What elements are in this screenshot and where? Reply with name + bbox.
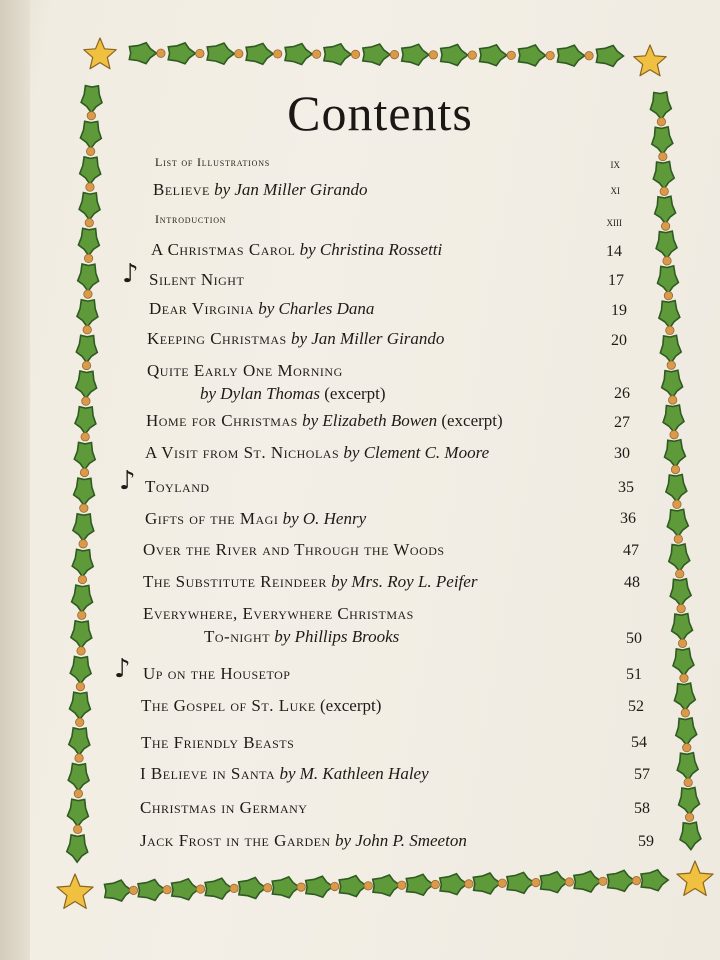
- entry-title: Quite Early One Morning: [147, 361, 343, 380]
- bead-icon: [429, 51, 437, 59]
- entry-author: Jan Miller Girando: [234, 180, 368, 199]
- bead-icon: [196, 885, 204, 893]
- holly-leaf-icon: [172, 879, 199, 900]
- entry-title: To-night: [204, 627, 271, 646]
- toc-entry: [145, 443, 489, 463]
- entry-by: by: [200, 384, 217, 403]
- entry-title: Everywhere, Everywhere Christmas: [143, 604, 414, 623]
- bead-icon: [82, 361, 90, 369]
- bead-icon: [76, 718, 84, 726]
- entry-page-number: 26: [614, 385, 630, 402]
- entry-author: O. Henry: [302, 509, 367, 528]
- entry-title: Introduction: [155, 212, 227, 226]
- holly-leaf-icon: [480, 45, 507, 66]
- holly-leaf-icon: [666, 475, 687, 502]
- holly-leaf-icon: [676, 718, 697, 745]
- bead-icon: [86, 183, 94, 191]
- holly-leaf-icon: [72, 585, 93, 612]
- entry-author: Mrs. Roy L. Peifer: [351, 572, 478, 591]
- holly-leaf-icon: [665, 440, 686, 467]
- bead-icon: [163, 886, 171, 894]
- bead-icon: [390, 50, 398, 58]
- bead-icon: [431, 880, 439, 888]
- entry-page-number: 52: [628, 698, 644, 715]
- holly-leaf-icon: [663, 405, 684, 432]
- entry-title: Believe: [153, 180, 210, 199]
- holly-leaf-icon: [285, 44, 312, 65]
- holly-leaf-icon: [70, 657, 91, 684]
- bead-icon: [680, 674, 688, 682]
- bead-icon: [663, 257, 671, 265]
- holly-leaf-icon: [672, 614, 693, 641]
- entry-author: Jan Miller Girando: [311, 329, 445, 348]
- holly-leaf-icon: [557, 45, 584, 66]
- star-icon: [57, 874, 93, 908]
- toc-entry: [143, 664, 290, 684]
- holly-leaf-icon: [662, 370, 683, 397]
- bead-icon: [81, 433, 89, 441]
- holly-leaf-icon: [660, 335, 681, 362]
- holly-leaf-icon: [67, 835, 88, 862]
- holly-leaf-icon: [68, 764, 89, 791]
- entry-by: by: [299, 240, 316, 259]
- entry-page-number: 27: [614, 414, 630, 431]
- bead-icon: [73, 825, 81, 833]
- entry-by: by: [334, 831, 351, 850]
- bead-icon: [678, 639, 686, 647]
- toc-entry: [140, 798, 307, 818]
- holly-leaf-icon: [540, 872, 567, 893]
- holly-leaf-icon: [658, 266, 679, 293]
- bead-icon: [666, 326, 674, 334]
- holly-leaf-icon: [138, 880, 165, 901]
- holly-leaf-icon: [650, 92, 671, 119]
- holly-leaf-icon: [80, 121, 101, 148]
- bead-icon: [532, 878, 540, 886]
- holly-leaf-icon: [641, 870, 668, 891]
- entry-by: by: [258, 299, 275, 318]
- holly-leaf-icon: [71, 621, 92, 648]
- bead-icon: [297, 883, 305, 891]
- bead-icon: [364, 882, 372, 890]
- holly-leaf-icon: [69, 728, 90, 755]
- holly-leaf-icon: [79, 193, 100, 220]
- holly-leaf-icon: [596, 46, 623, 67]
- entry-page-number: xi: [610, 182, 620, 197]
- bead-icon: [507, 51, 515, 59]
- holly-leaf-icon: [363, 44, 390, 65]
- holly-leaf-icon: [670, 579, 691, 606]
- entry-page-number: 14: [606, 243, 622, 260]
- entry-by: by: [331, 572, 348, 591]
- holly-leaf-icon: [339, 876, 366, 897]
- entry-title: List of Illustrations: [155, 155, 271, 169]
- holly-leaf-icon: [78, 264, 99, 291]
- star-icon: [84, 38, 116, 69]
- holly-leaf-icon: [373, 875, 400, 896]
- toc-entry: [141, 696, 381, 716]
- entry-title: Home for Christmas: [146, 411, 298, 430]
- toc-entry: [200, 384, 386, 404]
- bead-icon: [129, 886, 137, 894]
- holly-leaf-icon: [81, 86, 102, 113]
- holly-leaf-icon: [669, 544, 690, 571]
- bead-icon: [599, 877, 607, 885]
- bead-icon: [468, 51, 476, 59]
- bead-icon: [263, 884, 271, 892]
- holly-leaf-icon: [272, 877, 299, 898]
- holly-leaf-icon: [406, 874, 433, 895]
- bead-icon: [331, 882, 339, 890]
- bead-icon: [76, 682, 84, 690]
- bead-icon: [659, 152, 667, 160]
- toc-entry: [155, 155, 270, 170]
- entry-title: The Substitute Reindeer: [143, 572, 327, 591]
- entry-page-number: ix: [610, 156, 620, 171]
- holly-leaf-icon: [652, 127, 673, 154]
- entry-page-number: 57: [634, 766, 650, 783]
- holly-leaf-icon: [80, 157, 101, 184]
- entry-author: Dylan Thomas: [220, 384, 320, 403]
- entry-title: A Visit from St. Nicholas: [145, 443, 340, 462]
- holly-leaf-icon: [239, 878, 266, 899]
- entry-by: by: [214, 180, 231, 199]
- bead-icon: [657, 118, 665, 126]
- holly-leaf-icon: [306, 876, 333, 897]
- bead-icon: [498, 879, 506, 887]
- entry-title: The Gospel of St. Luke: [141, 696, 316, 715]
- bead-icon: [157, 49, 165, 57]
- entry-title: Gifts of the Magi: [145, 509, 279, 528]
- holly-leaf-icon: [76, 335, 97, 362]
- entry-title: The Friendly Beasts: [141, 733, 295, 752]
- toc-entry: [153, 180, 368, 200]
- bead-icon: [685, 813, 693, 821]
- holly-leaf-icon: [653, 162, 674, 189]
- bead-icon: [74, 789, 82, 797]
- bead-icon: [398, 881, 406, 889]
- page-title: Contents: [287, 85, 473, 141]
- toc-entry: [145, 509, 366, 529]
- entry-by: by: [302, 411, 319, 430]
- holly-leaf-icon: [473, 873, 500, 894]
- entry-page-number: 51: [626, 666, 642, 683]
- bead-icon: [670, 431, 678, 439]
- bead-icon: [671, 465, 679, 473]
- bead-icon: [681, 709, 689, 717]
- holly-leaf-icon: [75, 407, 96, 434]
- entry-page-number: 50: [626, 630, 642, 647]
- holly-leaf-icon: [70, 692, 91, 719]
- entry-page-number: 36: [620, 510, 636, 527]
- entry-page-number: 59: [638, 833, 654, 850]
- entry-page-number: 30: [614, 445, 630, 462]
- holly-leaf-icon: [324, 44, 351, 65]
- bead-icon: [565, 878, 573, 886]
- holly-leaf-icon: [673, 648, 694, 675]
- bead-icon: [673, 500, 681, 508]
- holly-leaf-icon: [440, 874, 467, 895]
- entry-title: Jack Frost in the Garden: [140, 831, 331, 850]
- bead-icon: [86, 147, 94, 155]
- bead-icon: [235, 49, 243, 57]
- holly-leaf-icon: [246, 43, 273, 64]
- bead-icon: [230, 884, 238, 892]
- toc-entry: [145, 477, 210, 497]
- bead-icon: [683, 743, 691, 751]
- entry-author: Christina Rossetti: [319, 240, 443, 259]
- toc-entry: [143, 540, 445, 560]
- holly-leaf-icon: [207, 43, 234, 64]
- entry-page-number: xiii: [606, 214, 622, 229]
- entry-suffix: (excerpt): [324, 384, 386, 403]
- bead-icon: [78, 575, 86, 583]
- entry-by: by: [343, 443, 360, 462]
- bead-icon: [661, 222, 669, 230]
- holly-leaf-icon: [73, 514, 94, 541]
- holly-leaf-icon: [77, 300, 98, 327]
- bead-icon: [87, 111, 95, 119]
- music-note-icon: ♪: [122, 259, 139, 289]
- entry-title: I Believe in Santa: [140, 764, 276, 783]
- holly-leaf-icon: [677, 753, 698, 780]
- entry-title: Keeping Christmas: [147, 329, 287, 348]
- holly-leaf-icon: [659, 301, 680, 328]
- bead-icon: [465, 880, 473, 888]
- entry-author: Clement C. Moore: [363, 443, 490, 462]
- holly-leaf-icon: [656, 231, 677, 258]
- holly-leaf-icon: [574, 871, 601, 892]
- bead-icon: [85, 219, 93, 227]
- holly-leaf-icon: [655, 196, 676, 223]
- entry-title: Christmas in Germany: [140, 798, 308, 817]
- toc-entry: [149, 299, 374, 319]
- entry-page-number: 20: [611, 332, 627, 349]
- toc-entry: [204, 627, 399, 647]
- entry-title: Toyland: [145, 477, 210, 496]
- holly-leaf-icon: [674, 683, 695, 710]
- entry-by: by: [274, 627, 291, 646]
- bead-icon: [82, 397, 90, 405]
- entry-title: Silent Night: [149, 270, 245, 289]
- bead-icon: [78, 611, 86, 619]
- toc-entry: [147, 361, 343, 381]
- entry-title: Over the River and Through the Woods: [143, 540, 445, 559]
- holly-leaf-icon: [679, 788, 700, 815]
- holly-leaf-icon: [129, 43, 156, 64]
- bead-icon: [632, 876, 640, 884]
- holly-leaf-icon: [680, 822, 701, 849]
- entry-page-number: 58: [634, 800, 650, 817]
- bead-icon: [676, 570, 684, 578]
- bead-icon: [674, 535, 682, 543]
- bead-icon: [684, 778, 692, 786]
- holly-leaf-icon: [74, 442, 95, 469]
- holly-leaf-icon: [402, 44, 429, 65]
- holly-leaf-icon: [519, 45, 546, 66]
- entry-title: Dear Virginia: [149, 299, 254, 318]
- bead-icon: [79, 540, 87, 548]
- entry-author: Charles Dana: [278, 299, 375, 318]
- entry-suffix: (excerpt): [320, 696, 382, 715]
- bead-icon: [80, 468, 88, 476]
- holly-leaf-icon: [74, 478, 95, 505]
- toc-entry: [147, 329, 444, 349]
- toc-entry: [143, 572, 477, 592]
- toc-entry: [146, 411, 503, 431]
- bead-icon: [84, 290, 92, 298]
- bead-icon: [77, 647, 85, 655]
- bead-icon: [668, 396, 676, 404]
- entry-page-number: 35: [618, 479, 634, 496]
- entry-title: A Christmas Carol: [151, 240, 296, 259]
- holly-leaf-icon: [78, 228, 99, 255]
- toc-entry: [155, 212, 226, 227]
- bead-icon: [196, 49, 204, 57]
- entry-author: Elizabeth Bowen: [322, 411, 438, 430]
- holly-leaf-icon: [105, 880, 132, 901]
- entry-page-number: 54: [631, 734, 647, 751]
- music-note-icon: ♪: [119, 466, 136, 496]
- holly-leaf-icon: [607, 870, 634, 891]
- entry-suffix: (excerpt): [441, 411, 503, 430]
- bead-icon: [75, 754, 83, 762]
- entry-author: John P. Smeeton: [355, 831, 467, 850]
- toc-entry: [140, 831, 467, 851]
- holly-leaf-icon: [76, 371, 97, 398]
- holly-leaf-icon: [68, 799, 89, 826]
- toc-entry: [151, 240, 442, 260]
- toc-entry: [149, 270, 244, 290]
- bead-icon: [80, 504, 88, 512]
- entry-by: by: [279, 764, 296, 783]
- holly-leaf-icon: [72, 549, 93, 576]
- entry-page-number: 48: [624, 574, 640, 591]
- holly-leaf-icon: [168, 43, 195, 64]
- bead-icon: [351, 50, 359, 58]
- entry-author: M. Kathleen Haley: [299, 764, 429, 783]
- bead-icon: [667, 361, 675, 369]
- star-icon: [677, 861, 713, 895]
- bead-icon: [84, 254, 92, 262]
- entry-page-number: 19: [611, 302, 627, 319]
- toc-entry: [143, 604, 414, 624]
- bead-icon: [273, 50, 281, 58]
- holly-leaf-icon: [441, 45, 468, 66]
- toc-entry: [140, 764, 429, 784]
- holly-leaf-icon: [205, 878, 232, 899]
- bead-icon: [546, 51, 554, 59]
- entry-title: Up on the Housetop: [143, 664, 291, 683]
- entry-page-number: 17: [608, 272, 624, 289]
- bead-icon: [83, 326, 91, 334]
- music-note-icon: ♪: [114, 654, 131, 684]
- star-icon: [634, 45, 666, 76]
- holly-leaf-icon: [507, 872, 534, 893]
- bead-icon: [312, 50, 320, 58]
- bead-icon: [664, 291, 672, 299]
- entry-author: Phillips Brooks: [294, 627, 400, 646]
- bead-icon: [585, 52, 593, 60]
- bead-icon: [660, 187, 668, 195]
- entry-by: by: [290, 329, 308, 348]
- holly-leaf-icon: [667, 509, 688, 536]
- toc-entry: [141, 733, 294, 753]
- entry-page-number: 47: [623, 542, 639, 559]
- bead-icon: [677, 604, 685, 612]
- entry-by: by: [282, 509, 299, 528]
